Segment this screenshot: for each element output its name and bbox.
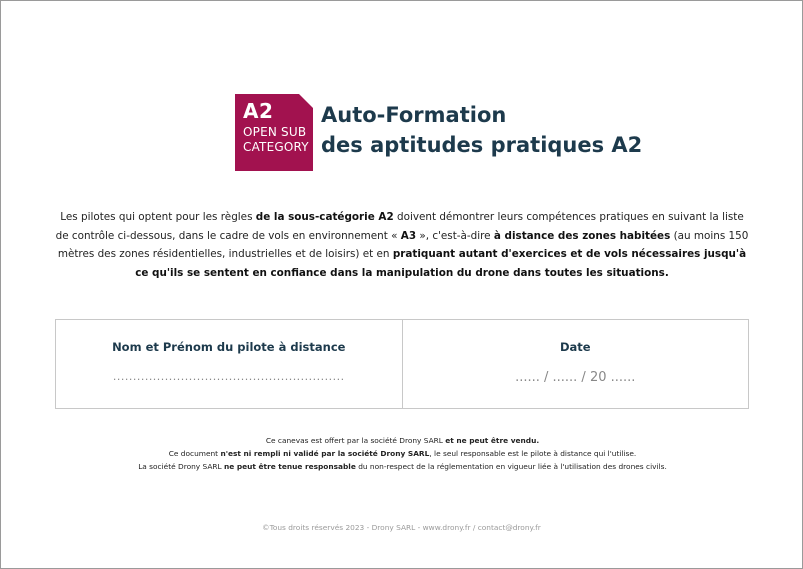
intro-bold-1: de la sous-catégorie A2 (255, 211, 394, 223)
pilot-name-field[interactable]: .......................................................... (112, 370, 345, 383)
badge-subtitle-line1: OPEN SUB (243, 125, 307, 139)
copyright-footer: ©Tous droits réservés 2023 - Drony SARL - www.drony.fr / contact@drony.fr (262, 523, 541, 532)
title-line2: des aptitudes pratiques A2 (321, 133, 643, 157)
badge-corner-fold (299, 94, 313, 108)
date-cell (402, 320, 749, 408)
page-title (321, 100, 642, 160)
intro-text-4: (au moins 150 mètres des zones résidentielles, industrielles et de loisirs) et en (57, 229, 749, 260)
notice-line2-text: Ce document (168, 449, 221, 458)
pilot-info-form (55, 319, 749, 409)
notice-line3 (101, 460, 704, 473)
pilot-name-cell (56, 320, 402, 408)
notice-line2 (101, 447, 704, 460)
legal-notice (101, 434, 704, 473)
date-label: Date (559, 340, 591, 354)
notice-line2-bold: n'est ni rempli ni validé par la société Drony SARL (220, 449, 430, 458)
intro-bold-2: A3 (400, 229, 417, 242)
badge-subtitle (243, 125, 313, 155)
a2-category-badge (235, 94, 313, 171)
notice-line3-text-end: du non-respect de la réglementation en vigueur liée à l'utilisation des drones civils. (355, 462, 667, 471)
intro-bold-3: à distance des zones habitées (493, 229, 671, 242)
intro-text-2: doivent démontrer leurs compétences pratiques en suivant la liste de contrôle ci-dessous, dans le cadre de vols en environnement « (55, 211, 744, 242)
title-line1: Auto-Formation (321, 103, 507, 127)
intro-bold-4: pratiquant autant d'exercices et de vols nécessaires jusqu'à ce qu'ils se sentent en confiance dans la manipulation du drone dans toutes les situations. (135, 248, 747, 279)
badge-code: A2 (243, 99, 274, 123)
notice-line1 (101, 434, 704, 447)
date-field[interactable]: ...... / ...... / 20 ...... (515, 370, 636, 385)
intro-paragraph (53, 208, 751, 282)
intro-text-3: », c'est-à-dire (416, 229, 494, 242)
badge-subtitle-line2: CATEGORY (243, 140, 309, 154)
intro-text-1: Les pilotes qui optent pour les règles (60, 211, 256, 223)
pilot-name-label: Nom et Prénom du pilote à distance (112, 340, 346, 354)
notice-line3-bold: ne peut être tenue responsable (224, 462, 356, 471)
notice-line1-text: Ce canevas est offert par la société Drony SARL (265, 436, 446, 445)
notice-line1-bold: et ne peut être vendu. (445, 436, 540, 445)
notice-line2-text-end: , le seul responsable est le pilote à distance qui l'utilise. (429, 449, 637, 458)
notice-line3-text: La société Drony SARL (138, 462, 224, 471)
